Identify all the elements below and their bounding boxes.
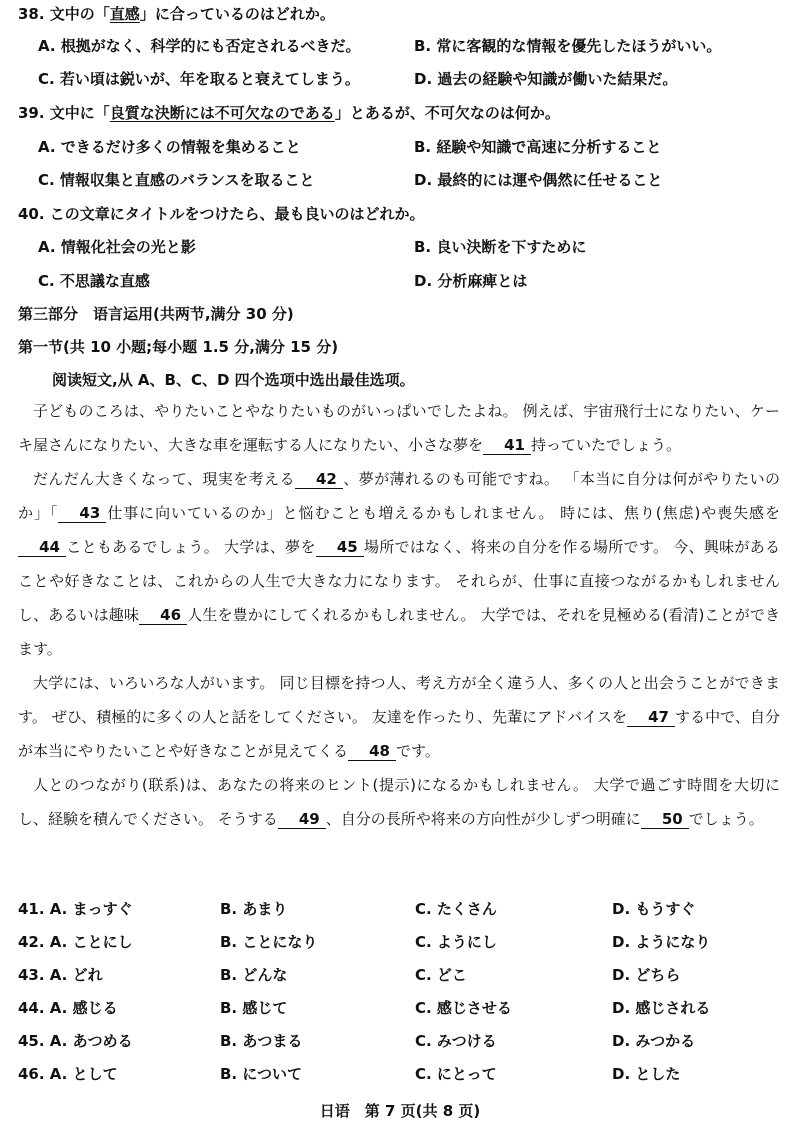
passage-text: 大学には、いろいろな人がいます。 同じ目標を持つ人、考え方が全く違う人、多くの人と出会うことができます。 ぜひ、積極的に多くの人と話をしてください。 友達を作ったり、先輩にアドバイスを (18, 674, 780, 726)
question-39-underlined: 良質な決断には不可欠なのである (109, 104, 335, 122)
choice-41-c: C. たくさん (415, 900, 497, 918)
question-40-option-d: D. 分析麻痺とは (414, 272, 528, 290)
question-39-stem-post: 」とあるが、不可欠なのは何か。 (334, 104, 560, 122)
question-40-option-a: A. 情報化社会の光と影 (38, 238, 196, 256)
choice-45-b: B. あつまる (220, 1032, 303, 1050)
choice-41-a: 41. A. まっすぐ (18, 900, 133, 918)
blank-49: 49 (278, 810, 326, 829)
choice-46-d: D. とした (612, 1065, 681, 1083)
choice-42-b: B. ことになり (220, 933, 318, 951)
choice-46-c: C. にとって (415, 1065, 497, 1083)
passage-text: 、自分の長所や将来の方向性が少しずつ明確に (325, 810, 641, 828)
passage-text: 持っていたでしょう。 (531, 436, 682, 454)
passage-text: 人生を豊かにしてくれるかもしれません。 大学では、それを見極める(看清)ことができます。 (18, 606, 780, 658)
part3-heading: 第三部分 语言运用(共两节,满分 30 分) (18, 305, 294, 323)
passage-paragraph-4 (18, 768, 780, 836)
choice-42-c: C. ようにし (415, 933, 497, 951)
blank-43: 43 (58, 504, 106, 523)
passage-text: こともあるでしょう。 大学は、夢を (66, 538, 316, 556)
question-38-option-a: A. 根拠がなく、科学的にも否定されるべきだ。 (38, 37, 361, 55)
choice-46-b: B. について (220, 1065, 303, 1083)
question-39-option-c: C. 情報収集と直感のバランスを取ること (38, 171, 315, 189)
passage-text: 仕事に向いているのか」と悩むことも増えるかもしれません。 時には、焦り(焦虑)や喪失感を (106, 504, 780, 522)
question-40-stem: 40. この文章にタイトルをつけたら、最も良いのはどれか。 (18, 205, 425, 223)
question-38-stem-pre: 38. 文中の「 (18, 5, 110, 23)
question-38-underlined: 直感 (109, 5, 140, 23)
question-39-option-a: A. できるだけ多くの情報を集めること (38, 138, 301, 156)
choice-42-d: D. ようになり (612, 933, 711, 951)
passage-text: 子どものころは、やりたいことやなりたいものがいっぱいでしたよね。 例えば、宇宙飛行士になりたい、ケーキ屋さんになりたい、大きな車を運転する人になりたい、小さな夢を (18, 402, 780, 454)
passage-text: する中で、自分が本当にやりたいことや好きなことが見えてくる (18, 708, 781, 760)
question-39-option-d: D. 最終的には運や偶然に任せること (414, 171, 663, 189)
instruction-text: 阅读短文,从 A、B、C、D 四个选项中选出最佳选项。 (52, 371, 415, 389)
choice-41-b: B. あまり (220, 900, 288, 918)
choice-43-c: C. どこ (415, 966, 467, 984)
question-39-stem (18, 103, 560, 123)
question-38-option-d: D. 過去の経験や知識が働いた結果だ。 (414, 70, 678, 88)
choice-43-d: D. どちら (612, 966, 681, 984)
choice-45-a: 45. A. あつめる (18, 1032, 133, 1050)
choice-44-a: 44. A. 感じる (18, 999, 118, 1017)
choice-44-d: D. 感じされる (612, 999, 711, 1017)
choice-44-c: C. 感じさせる (415, 999, 512, 1017)
question-39-option-b: B. 経験や知識で高速に分析すること (414, 138, 662, 156)
passage-text: でしょう。 (688, 810, 764, 828)
blank-46: 46 (139, 606, 187, 625)
blank-44: 44 (18, 538, 66, 557)
question-40-option-b: B. 良い決断を下すために (414, 238, 587, 256)
question-38-option-c: C. 若い頃は鋭いが、年を取ると衰えてしまう。 (38, 70, 360, 88)
choice-42-a: 42. A. ことにし (18, 933, 133, 951)
blank-45: 45 (316, 538, 364, 557)
page-footer: 日语 第 7 页(共 8 页) (319, 1102, 481, 1120)
question-39-stem-pre: 39. 文中に「 (18, 104, 110, 122)
question-40-option-c: C. 不思議な直感 (38, 272, 150, 290)
passage-text: 人とのつながり(联系)は、あなたの将来のヒント(提示)になるかもしれません。 大学で過ごす時間を大切にし、経験を積んでください。 そうする (18, 776, 780, 828)
question-38-stem-post: 」に合っているのはどれか。 (139, 5, 335, 23)
blank-50: 50 (641, 810, 689, 829)
blank-42: 42 (295, 470, 343, 489)
question-38-option-b: B. 常に客観的な情報を優先したほうがいい。 (414, 37, 722, 55)
passage-text: だんだん大きくなって、現実を考える (33, 470, 295, 488)
blank-47: 47 (627, 708, 675, 727)
passage-text: 、夢が薄れるのも可能ですね。 「本当に自分は何がやりたいのか」「 (18, 470, 780, 522)
choice-43-b: B. どんな (220, 966, 288, 984)
reading-passage (18, 394, 780, 836)
choice-44-b: B. 感じて (220, 999, 288, 1017)
choice-45-c: C. みつける (415, 1032, 497, 1050)
passage-text: です。 (396, 742, 440, 760)
choice-45-d: D. みつかる (612, 1032, 696, 1050)
passage-paragraph-2 (18, 462, 780, 666)
blank-48: 48 (348, 742, 396, 761)
passage-text: 場所ではなく、将来の自分を作る場所です。 今、興味があることや好きなことは、これからの人生で大きな力になります。 それらが、仕事に直接つながるかもしれませんし、あるいは趣味 (18, 538, 780, 624)
blank-41: 41 (483, 436, 531, 455)
passage-paragraph-1 (18, 394, 780, 462)
passage-paragraph-3 (18, 666, 780, 768)
choice-43-a: 43. A. どれ (18, 966, 103, 984)
section1-heading: 第一节(共 10 小题;每小题 1.5 分,满分 15 分) (18, 338, 339, 356)
question-38-stem (18, 4, 335, 24)
choice-46-a: 46. A. として (18, 1065, 118, 1083)
choice-41-d: D. もうすぐ (612, 900, 696, 918)
